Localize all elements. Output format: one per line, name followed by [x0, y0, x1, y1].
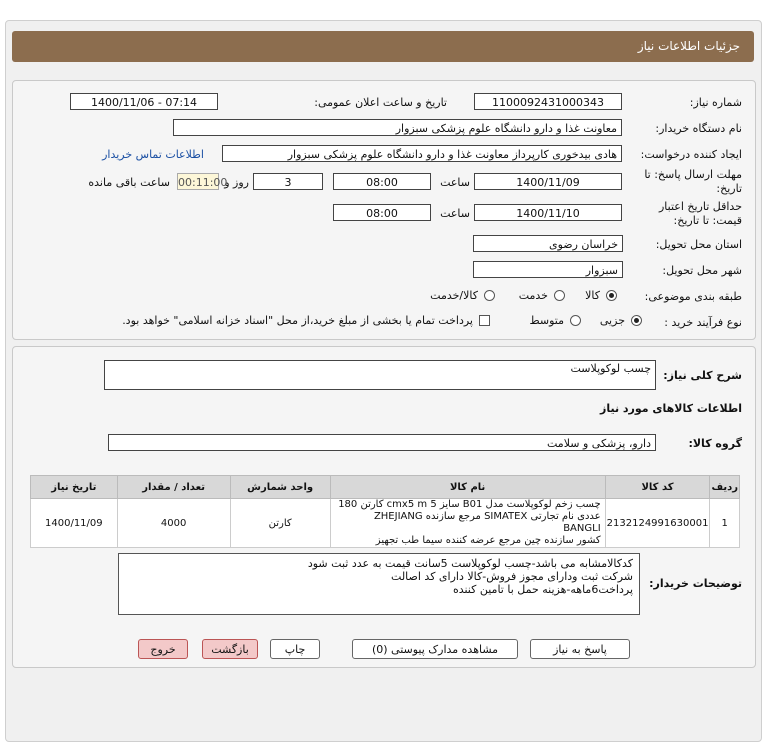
buyer-org-field: معاونت غذا و دارو دانشگاه علوم پزشکی سبزوار: [173, 119, 622, 136]
validity-label-2: قیمت: تا تاریخ:: [673, 214, 742, 227]
notes-line-2: شرکت ثبت ودارای مجوز فروش-کالا دارای کد اصالت: [391, 570, 633, 583]
reply-button[interactable]: پاسخ به نیاز: [530, 639, 630, 659]
buyer-notes-box: [118, 553, 640, 615]
col-code: کد کالا: [605, 476, 710, 499]
reply-time-label: ساعت: [440, 176, 470, 189]
goods-table: [30, 475, 740, 548]
summary-label: شرح کلی نیاز:: [663, 369, 742, 382]
announce-datetime-label: تاریخ و ساعت اعلان عمومی:: [314, 96, 447, 109]
city-field: سبزوار: [473, 261, 623, 278]
reply-date-field: 1400/11/09: [474, 173, 622, 190]
reply-deadline-label: مهلت ارسال پاسخ: تا: [644, 168, 742, 181]
need-number-field: 1100092431000343: [474, 93, 622, 110]
category-option-both: کالا/خدمت: [430, 289, 478, 302]
notes-line-1: کدکالامشابه می باشد-چسب لوکوپلاست 5سانت قیمت به عدد ثبت شود: [307, 557, 633, 570]
col-qty: تعداد / مقدار: [117, 476, 230, 499]
category-option-goods: کالا: [585, 289, 600, 302]
goods-group-field: دارو، پزشکی و سلامت: [108, 434, 656, 451]
remaining-label: ساعت باقی مانده: [88, 176, 170, 189]
summary-field: چسب لوکوپلاست: [104, 360, 656, 390]
validity-time-field: 08:00: [333, 204, 431, 221]
need-number-label: شماره نیاز:: [689, 96, 742, 109]
process-radio-minor[interactable]: [631, 315, 642, 326]
validity-date-field: 1400/11/10: [474, 204, 622, 221]
announce-datetime-field: 1400/11/06 - 07:14: [70, 93, 218, 110]
col-index: ردیف: [710, 476, 740, 499]
exit-button[interactable]: خروج: [138, 639, 188, 659]
buyer-org-label: نام دستگاه خریدار:: [655, 122, 742, 135]
cell-date: 1400/11/09: [31, 499, 118, 548]
process-option-medium: متوسط: [529, 314, 564, 327]
cell-name: [330, 499, 605, 548]
process-note: پرداخت تمام یا بخشی از مبلغ خرید،از محل "اسناد خزانه اسلامی" خواهد بود.: [122, 314, 473, 327]
cell-index: 1: [710, 499, 740, 548]
reply-time-field: 08:00: [333, 173, 431, 190]
reply-deadline-label-2: تاریخ:: [716, 182, 742, 195]
cell-name-line-3: کشور سازنده چین مرجع عرضه کننده سیما طب تجهیز: [375, 535, 601, 546]
table-header-row: [31, 476, 740, 499]
province-label: استان محل تحویل:: [655, 238, 742, 251]
validity-time-label: ساعت: [440, 207, 470, 220]
col-name: نام کالا: [330, 476, 605, 499]
page-header: [12, 31, 754, 62]
validity-label: حداقل تاریخ اعتبار: [658, 200, 742, 213]
requester-label: ایجاد کننده درخواست:: [640, 148, 742, 161]
goods-info-heading: اطلاعات کالاهای مورد نیاز: [600, 402, 742, 415]
treasury-checkbox[interactable]: [479, 315, 490, 326]
remaining-time-field: 00:11:00: [177, 173, 219, 190]
process-option-minor: جزیی: [599, 314, 625, 327]
requester-field: هادی بیدخوری کارپرداز معاونت غذا و دارو دانشگاه علوم پزشکی سبزوار: [222, 145, 622, 162]
buyer-notes-label: توضیحات خریدار:: [649, 577, 742, 590]
category-option-service: خدمت: [518, 289, 548, 302]
col-date: تاریخ نیاز: [31, 476, 118, 499]
table-row: [31, 499, 740, 548]
category-radio-service[interactable]: [554, 290, 565, 301]
cell-code: 2132124991630001: [605, 499, 710, 548]
days-field: 3: [253, 173, 323, 190]
city-label: شهر محل تحویل:: [662, 264, 742, 277]
cell-name-line-1: چسب زخم لوکوپلاست مدل B01 سایز 5 cmx5 m کارتن 180: [338, 499, 601, 510]
back-button[interactable]: بازگشت: [202, 639, 258, 659]
goods-group-label: گروه کالا:: [688, 437, 742, 450]
category-radio-both[interactable]: [484, 290, 495, 301]
category-label: طبقه بندی موضوعی:: [644, 290, 742, 303]
notes-line-3: پرداخت6ماهه-هزینه حمل با تامین کننده: [452, 583, 633, 596]
page-title: جزئيات اطلاعات نياز: [637, 39, 740, 53]
process-label: نوع فرآیند خرید :: [664, 316, 742, 329]
buyer-contact-link[interactable]: اطلاعات تماس خریدار: [102, 148, 204, 161]
province-field: خراسان رضوی: [473, 235, 623, 252]
cell-name-line-2: عددی نام تجارتی SIMATEX مرجع سازنده ZHEJIANG BANGLI: [373, 511, 601, 534]
category-radio-goods[interactable]: [606, 290, 617, 301]
day-and-label: روز و: [224, 176, 249, 189]
col-unit: واحد شمارش: [230, 476, 330, 499]
cell-unit: کارتن: [230, 499, 330, 548]
attachments-button[interactable]: مشاهده مدارک پیوستی (0): [352, 639, 518, 659]
print-button[interactable]: چاپ: [270, 639, 320, 659]
process-radio-medium[interactable]: [570, 315, 581, 326]
cell-qty: 4000: [117, 499, 230, 548]
